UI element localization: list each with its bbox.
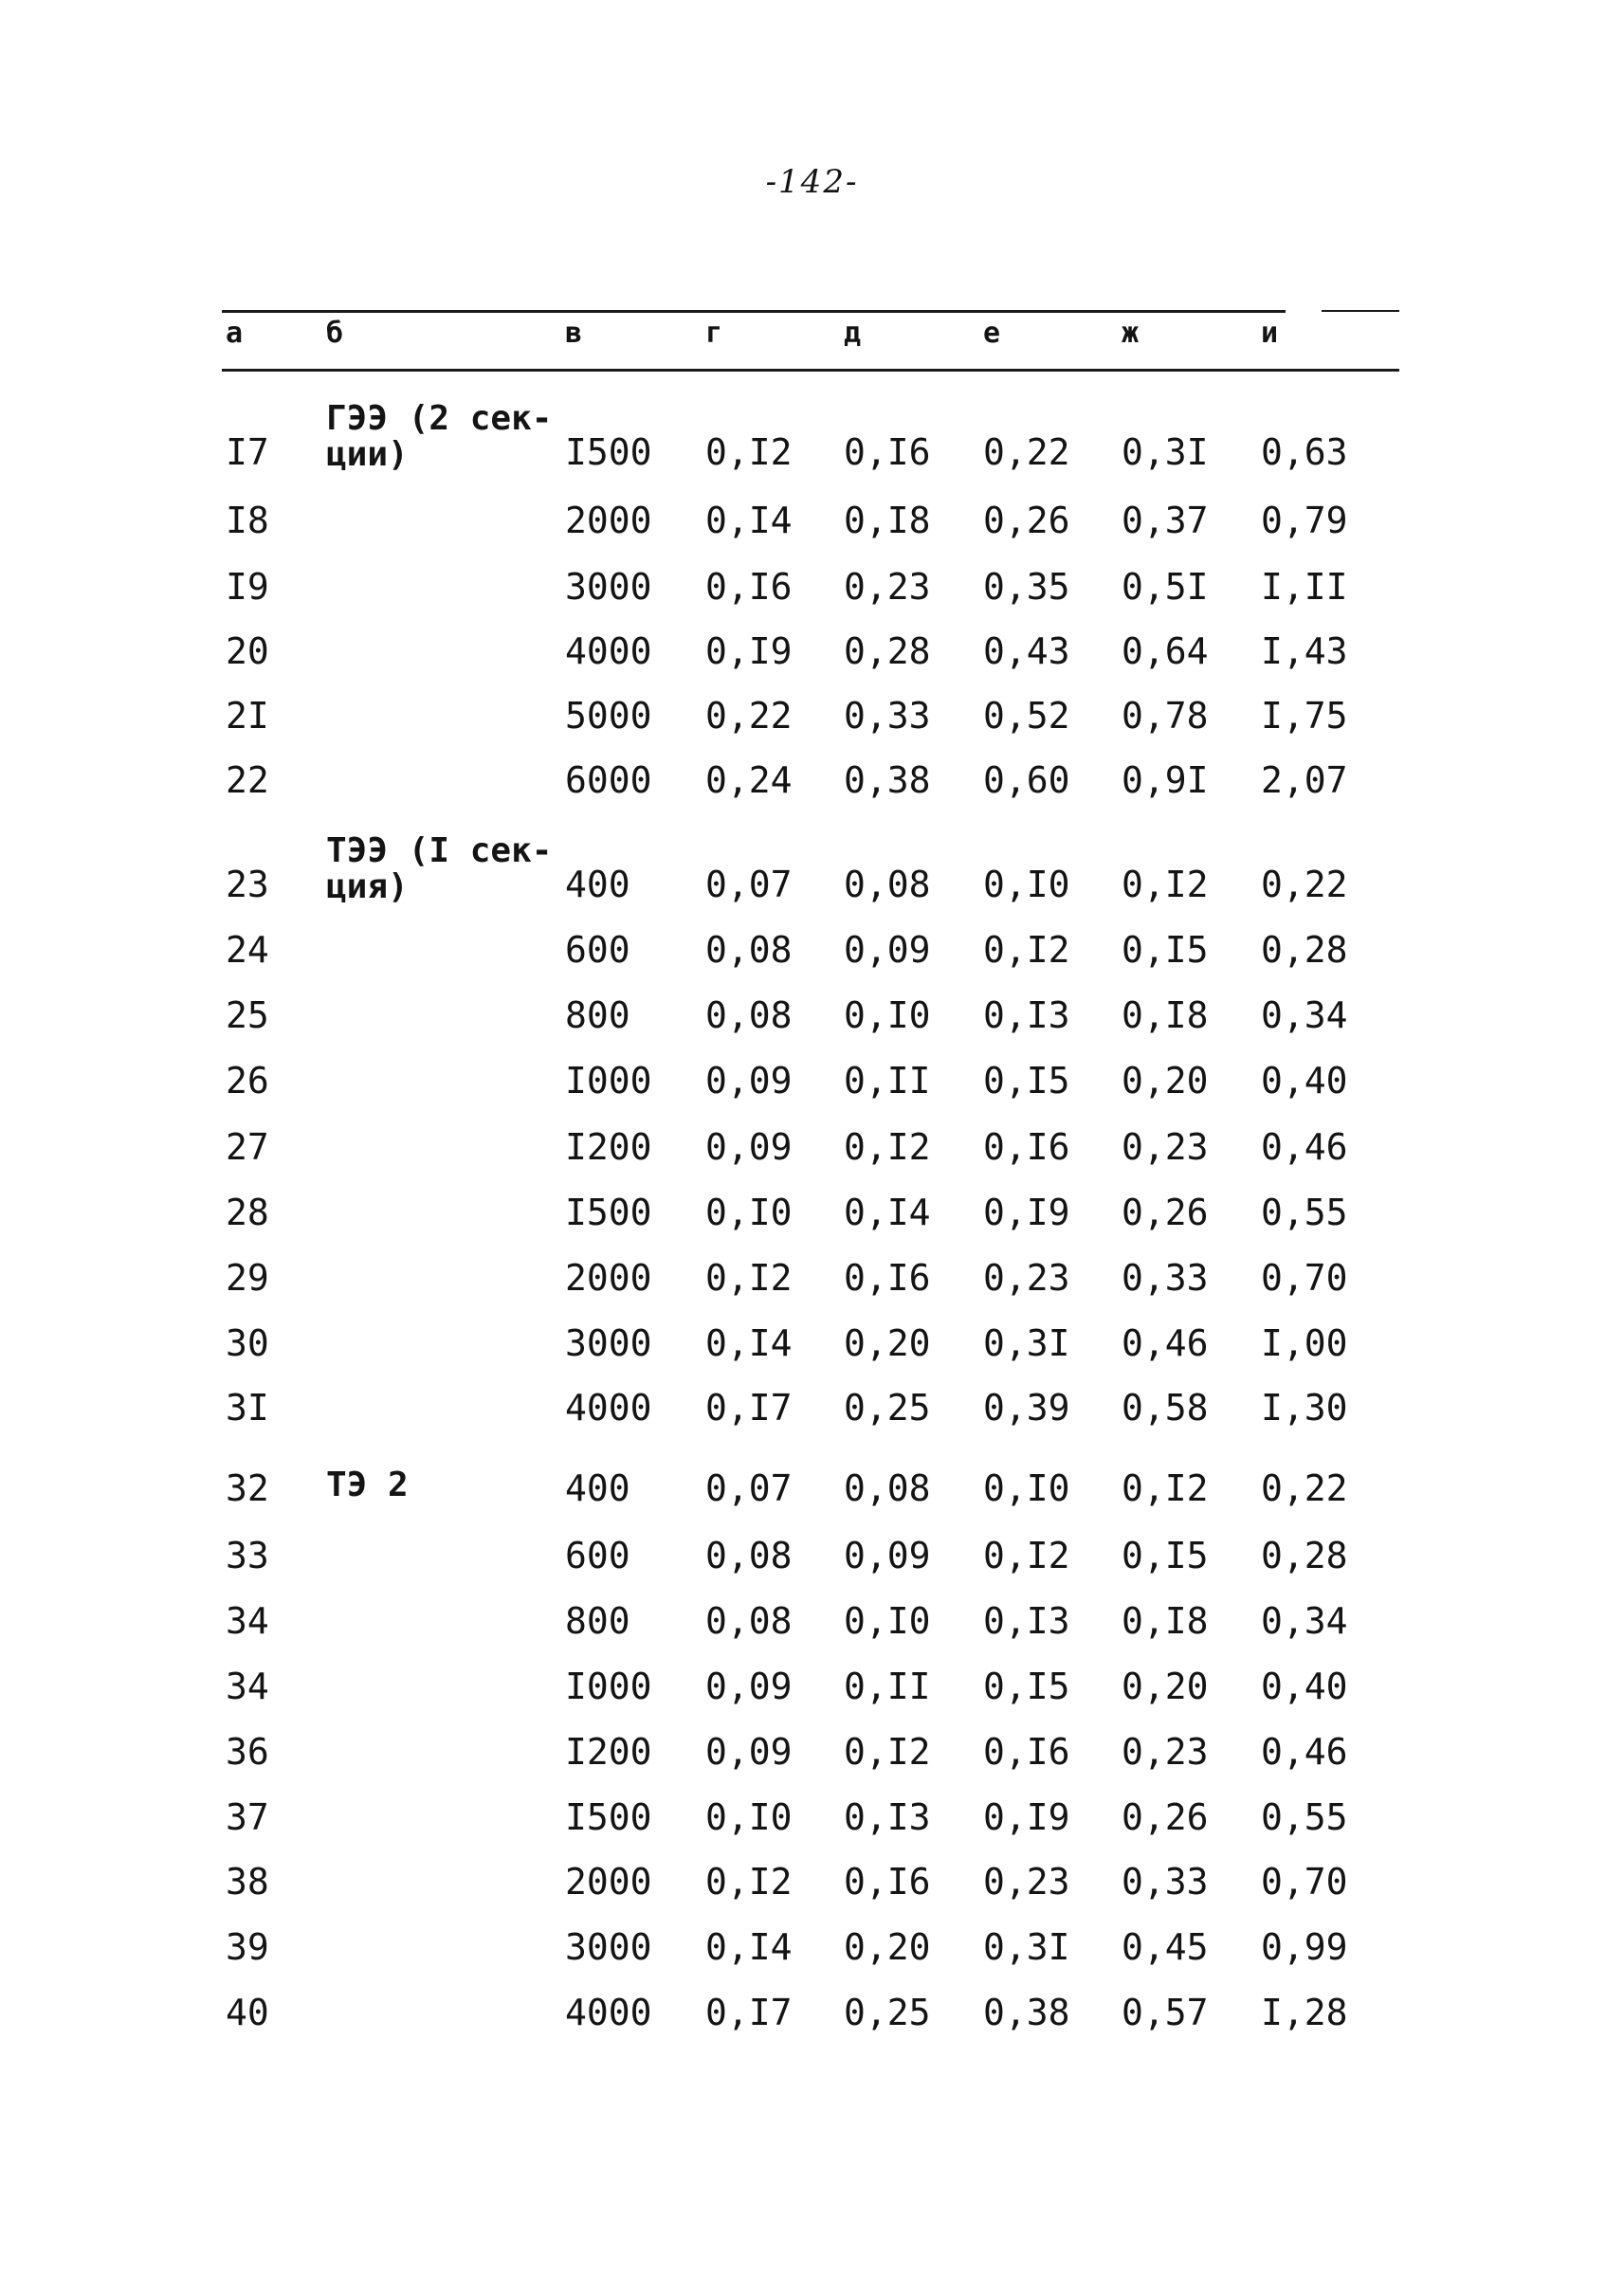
cell-d: 0,I0: [844, 994, 931, 1036]
table-row: [0, 1600, 1624, 1657]
cell-g: 0,I0: [705, 1192, 793, 1233]
cell-v: 3000: [565, 566, 652, 608]
column-header-d: д: [844, 317, 862, 350]
cell-zh: 0,I5: [1122, 929, 1209, 971]
cell-index: 28: [226, 1192, 269, 1233]
cell-i: I,II: [1261, 566, 1348, 608]
cell-d: 0,20: [844, 1926, 931, 1968]
cell-zh: 0,57: [1122, 1992, 1209, 2033]
cell-i: 0,70: [1261, 1257, 1348, 1299]
table-row: [0, 831, 1624, 920]
cell-d: 0,I0: [844, 1600, 931, 1642]
cell-g: 0,07: [705, 1467, 793, 1509]
cell-g: 0,09: [705, 1666, 793, 1707]
cell-index: 34: [226, 1600, 269, 1642]
cell-index: I7: [226, 431, 269, 473]
cell-index: 23: [226, 864, 269, 905]
table-row: [0, 1666, 1624, 1722]
cell-index: 34: [226, 1666, 269, 1707]
cell-index: I9: [226, 566, 269, 608]
cell-e: 0,I9: [983, 1192, 1070, 1233]
table-row: [0, 695, 1624, 752]
table-row: [0, 566, 1624, 623]
cell-index: 22: [226, 759, 269, 801]
cell-index: 25: [226, 994, 269, 1036]
cell-v: 400: [565, 864, 630, 905]
cell-zh: 0,46: [1122, 1322, 1209, 1364]
cell-zh: 0,20: [1122, 1060, 1209, 1102]
cell-d: 0,20: [844, 1322, 931, 1364]
cell-i: 0,28: [1261, 929, 1348, 971]
table-row: [0, 1387, 1624, 1444]
cell-d: 0,I3: [844, 1796, 931, 1838]
cell-v: 2000: [565, 1861, 652, 1903]
cell-zh: 0,I8: [1122, 1600, 1209, 1642]
cell-e: 0,22: [983, 431, 1070, 473]
cell-index: 24: [226, 929, 269, 971]
table-row: [0, 500, 1624, 556]
cell-v: 600: [565, 929, 630, 971]
cell-g: 0,08: [705, 1535, 793, 1576]
cell-g: 0,I2: [705, 1861, 793, 1903]
cell-d: 0,I6: [844, 1861, 931, 1903]
table-row: [0, 1322, 1624, 1379]
cell-d: 0,I2: [844, 1731, 931, 1773]
table-row: [0, 1192, 1624, 1248]
cell-zh: 0,3I: [1122, 431, 1209, 473]
table-row: [0, 1796, 1624, 1853]
cell-index: 36: [226, 1731, 269, 1773]
cell-zh: 0,23: [1122, 1126, 1209, 1168]
cell-zh: 0,I2: [1122, 1467, 1209, 1509]
cell-v: 800: [565, 1600, 630, 1642]
table-row: [0, 929, 1624, 986]
cell-d: 0,08: [844, 864, 931, 905]
cell-g: 0,08: [705, 994, 793, 1036]
cell-index: 40: [226, 1992, 269, 2033]
cell-d: 0,II: [844, 1666, 931, 1707]
cell-index: 32: [226, 1467, 269, 1509]
table-row: [0, 399, 1624, 488]
cell-g: 0,24: [705, 759, 793, 801]
cell-i: 2,07: [1261, 759, 1348, 801]
cell-e: 0,3I: [983, 1926, 1070, 1968]
column-header-v: в: [565, 317, 583, 350]
cell-v: 2000: [565, 500, 652, 541]
cell-i: I,28: [1261, 1992, 1348, 2033]
cell-g: 0,09: [705, 1060, 793, 1102]
cell-zh: 0,64: [1122, 630, 1209, 672]
cell-g: 0,I2: [705, 1257, 793, 1299]
cell-v: 4000: [565, 1387, 652, 1429]
cell-g: 0,09: [705, 1126, 793, 1168]
cell-index: 38: [226, 1861, 269, 1903]
cell-v: I000: [565, 1060, 652, 1102]
table-row: [0, 994, 1624, 1051]
cell-index: 29: [226, 1257, 269, 1299]
table-row: [0, 1257, 1624, 1314]
cell-index: 30: [226, 1322, 269, 1364]
cell-i: I,75: [1261, 695, 1348, 737]
cell-v: I000: [565, 1666, 652, 1707]
cell-g: 0,I6: [705, 566, 793, 608]
cell-i: 0,46: [1261, 1126, 1348, 1168]
cell-e: 0,I0: [983, 864, 1070, 905]
table-row: [0, 1861, 1624, 1918]
cell-i: 0,40: [1261, 1060, 1348, 1102]
cell-g: 0,08: [705, 929, 793, 971]
table-header-rule: [222, 369, 1399, 372]
table-row: [0, 759, 1624, 816]
column-header-b: б: [326, 317, 344, 350]
cell-e: 0,43: [983, 630, 1070, 672]
cell-e: 0,23: [983, 1861, 1070, 1903]
cell-i: 0,46: [1261, 1731, 1348, 1773]
table-row: [0, 1126, 1624, 1183]
cell-i: 0,99: [1261, 1926, 1348, 1968]
cell-g: 0,22: [705, 695, 793, 737]
cell-d: 0,08: [844, 1467, 931, 1509]
cell-index: 33: [226, 1535, 269, 1576]
cell-e: 0,I9: [983, 1796, 1070, 1838]
cell-v: I500: [565, 1796, 652, 1838]
cell-zh: 0,37: [1122, 500, 1209, 541]
cell-zh: 0,5I: [1122, 566, 1209, 608]
cell-v: 3000: [565, 1322, 652, 1364]
cell-zh: 0,26: [1122, 1192, 1209, 1233]
cell-g: 0,I2: [705, 431, 793, 473]
cell-i: 0,22: [1261, 864, 1348, 905]
cell-g: 0,I0: [705, 1796, 793, 1838]
cell-zh: 0,9I: [1122, 759, 1209, 801]
cell-e: 0,I5: [983, 1666, 1070, 1707]
cell-index: 20: [226, 630, 269, 672]
table-row: [0, 1926, 1624, 1983]
cell-e: 0,23: [983, 1257, 1070, 1299]
cell-v: 6000: [565, 759, 652, 801]
cell-zh: 0,33: [1122, 1257, 1209, 1299]
cell-d: 0,I2: [844, 1126, 931, 1168]
cell-d: 0,I8: [844, 500, 931, 541]
cell-g: 0,I4: [705, 1926, 793, 1968]
cell-g: 0,I7: [705, 1992, 793, 2033]
cell-v: 2000: [565, 1257, 652, 1299]
cell-i: 0,40: [1261, 1666, 1348, 1707]
cell-e: 0,60: [983, 759, 1070, 801]
table-row: [0, 1731, 1624, 1788]
cell-v: 800: [565, 994, 630, 1036]
cell-i: 0,55: [1261, 1796, 1348, 1838]
table-row: [0, 1535, 1624, 1592]
table-row: [0, 1467, 1624, 1524]
cell-g: 0,I7: [705, 1387, 793, 1429]
cell-e: 0,26: [983, 500, 1070, 541]
cell-d: 0,33: [844, 695, 931, 737]
page-number: -142-: [765, 163, 859, 201]
cell-zh: 0,I8: [1122, 994, 1209, 1036]
cell-d: 0,38: [844, 759, 931, 801]
cell-d: 0,I6: [844, 1257, 931, 1299]
cell-v: I500: [565, 431, 652, 473]
cell-d: 0,I6: [844, 431, 931, 473]
cell-d: 0,II: [844, 1060, 931, 1102]
cell-index: 37: [226, 1796, 269, 1838]
cell-i: I,00: [1261, 1322, 1348, 1364]
cell-g: 0,07: [705, 864, 793, 905]
cell-zh: 0,33: [1122, 1861, 1209, 1903]
cell-zh: 0,20: [1122, 1666, 1209, 1707]
cell-g: 0,I4: [705, 1322, 793, 1364]
table-row: [0, 1992, 1624, 2049]
cell-index: 26: [226, 1060, 269, 1102]
cell-zh: 0,I2: [1122, 864, 1209, 905]
cell-v: 4000: [565, 1992, 652, 2033]
cell-index: 27: [226, 1126, 269, 1168]
cell-e: 0,38: [983, 1992, 1070, 2033]
cell-e: 0,I2: [983, 929, 1070, 971]
cell-i: 0,63: [1261, 431, 1348, 473]
cell-v: 600: [565, 1535, 630, 1576]
table-top-rule-end: [1322, 310, 1399, 312]
column-header-i: и: [1261, 317, 1279, 350]
column-header-e: е: [983, 317, 1001, 350]
cell-e: 0,I6: [983, 1126, 1070, 1168]
cell-e: 0,I3: [983, 994, 1070, 1036]
cell-d: 0,09: [844, 1535, 931, 1576]
cell-e: 0,I3: [983, 1600, 1070, 1642]
cell-g: 0,I9: [705, 630, 793, 672]
cell-index: I8: [226, 500, 269, 541]
cell-zh: 0,26: [1122, 1796, 1209, 1838]
cell-i: I,43: [1261, 630, 1348, 672]
cell-v: I200: [565, 1126, 652, 1168]
cell-e: 0,3I: [983, 1322, 1070, 1364]
cell-index: 39: [226, 1926, 269, 1968]
cell-i: 0,55: [1261, 1192, 1348, 1233]
table-top-rule: [222, 310, 1286, 313]
cell-zh: 0,45: [1122, 1926, 1209, 1968]
cell-e: 0,I0: [983, 1467, 1070, 1509]
cell-i: 0,28: [1261, 1535, 1348, 1576]
cell-e: 0,39: [983, 1387, 1070, 1429]
cell-zh: 0,23: [1122, 1731, 1209, 1773]
cell-d: 0,23: [844, 566, 931, 608]
cell-i: 0,79: [1261, 500, 1348, 541]
cell-e: 0,I2: [983, 1535, 1070, 1576]
cell-index: 2I: [226, 695, 269, 737]
cell-g: 0,08: [705, 1600, 793, 1642]
cell-i: I,30: [1261, 1387, 1348, 1429]
column-header-a: а: [226, 317, 244, 350]
cell-e: 0,35: [983, 566, 1070, 608]
table-row: [0, 1060, 1624, 1117]
cell-e: 0,I5: [983, 1060, 1070, 1102]
cell-e: 0,I6: [983, 1731, 1070, 1773]
cell-type: ТЭЭ (I сек- ция): [326, 831, 553, 906]
cell-v: 400: [565, 1467, 630, 1509]
cell-zh: 0,58: [1122, 1387, 1209, 1429]
cell-g: 0,I4: [705, 500, 793, 541]
cell-i: 0,34: [1261, 994, 1348, 1036]
cell-v: 5000: [565, 695, 652, 737]
cell-d: 0,I4: [844, 1192, 931, 1233]
cell-index: 3I: [226, 1387, 269, 1429]
cell-d: 0,25: [844, 1992, 931, 2033]
cell-v: 3000: [565, 1926, 652, 1968]
column-header-g: г: [705, 317, 723, 350]
cell-e: 0,52: [983, 695, 1070, 737]
cell-v: I500: [565, 1192, 652, 1233]
cell-g: 0,09: [705, 1731, 793, 1773]
cell-type: ТЭ 2: [326, 1466, 409, 1504]
column-header-zh: ж: [1122, 317, 1140, 350]
cell-i: 0,70: [1261, 1861, 1348, 1903]
cell-zh: 0,78: [1122, 695, 1209, 737]
cell-d: 0,28: [844, 630, 931, 672]
cell-i: 0,34: [1261, 1600, 1348, 1642]
cell-type: ГЭЭ (2 сек- ции): [326, 399, 553, 474]
cell-v: 4000: [565, 630, 652, 672]
cell-d: 0,25: [844, 1387, 931, 1429]
cell-zh: 0,I5: [1122, 1535, 1209, 1576]
cell-d: 0,09: [844, 929, 931, 971]
table-row: [0, 630, 1624, 687]
cell-v: I200: [565, 1731, 652, 1773]
cell-i: 0,22: [1261, 1467, 1348, 1509]
